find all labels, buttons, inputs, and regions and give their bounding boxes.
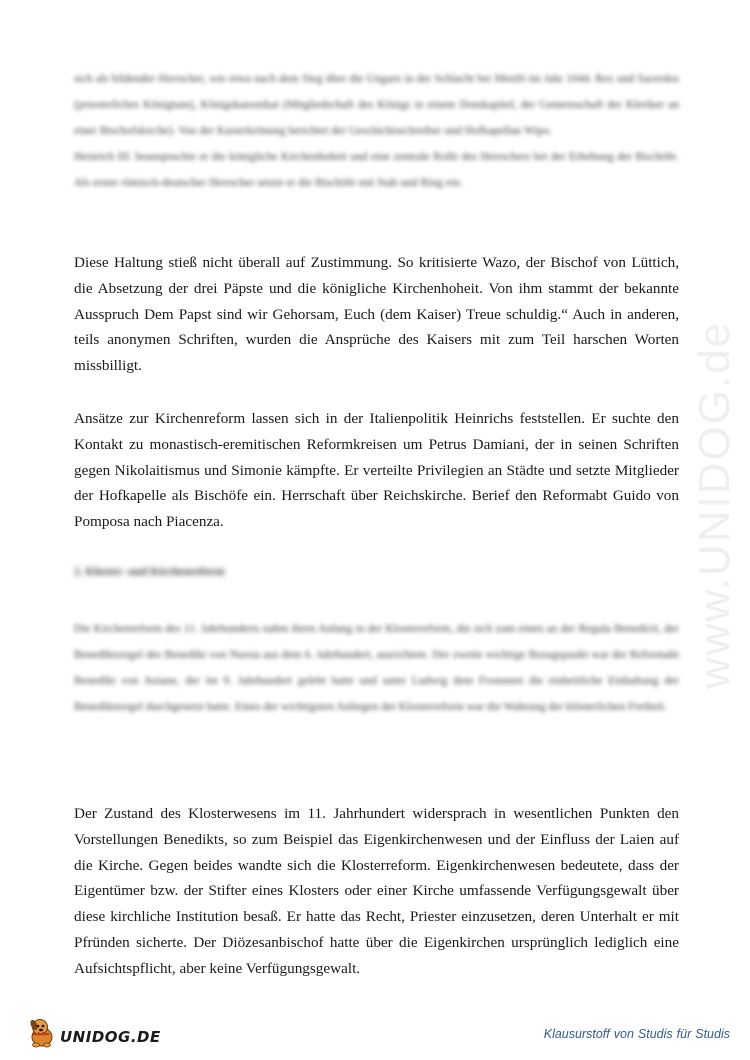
paragraph-kirchenreform-text: Ansätze zur Kirchenreform lassen sich in der Italienpolitik Heinrichs feststellen. Er suchte den Kontakt zu monastisch-eremitischen Reformkreisen um Petrus Damiani, der in seinen Schriften gegen Nikolaitismus und Simonie kämpfte. Er verteilte Privilegien an Städte und setzte Mitglieder der Hofkapelle als Bischöfe ein. Herrschaft über Reichskirche. Berief den Reformabt Guido von Pomposa nach Piacenza. (74, 410, 679, 531)
paragraph-wazo-text: Diese Haltung stieß nicht überall auf Zustimmung. So kritisierte Wazo, der Bischof von Lüttich, die Absetzung der drei Päpste und die königliche Kirchenhoheit. Von ihm stammt der bekannte Ausspruch Dem Papst sind wir Gehorsam, Euch (dem Kaiser) Treue schuldig.“ Auch in anderen, teils anonymen Schriften, wurden die Ansprüche des Kaisers mit zum Teil harschen Worten missbilligt. (74, 254, 679, 375)
paragraph-kirchenreform (74, 406, 679, 535)
paragraph-wazo (74, 250, 679, 379)
tagline-word: von (613, 1027, 634, 1041)
section-heading: 2. Kloster- und Kirchenreform (74, 566, 225, 578)
tagline-word: Studis (695, 1027, 730, 1041)
paragraph-klosterwesen-text: Der Zustand des Klosterwesens im 11. Jahrhundert widersprach in wesentlichen Punkten den Vorstellungen Benedikts, so zum Beispiel das Eigenkirchenwesen und der Einfluss der Laien auf die Kirche. Gegen beides wandte sich die Klosterreform. Eigenkirchenwesen bedeutete, dass der Eigentümer bzw. der Stifter eines Klosters oder einer Kirche umfassende Verfügungsgewalt über diese kirchliche Institution besaß. Er hatte das Recht, Priester einzusetzen, deren Unterhalt er mit Pfründen sicherte. Der Diözesanbischof hatte über die Eigenkirchen ursprünglich lediglich eine Aufsichtspflicht, aber keine Verfügungsgewalt. (74, 805, 679, 977)
logo-text: UNIDOG.DE (60, 1028, 161, 1046)
footer-tagline (544, 1027, 730, 1041)
unidog-logo[interactable] (26, 1015, 161, 1049)
tagline-word: Studis (637, 1027, 673, 1041)
tagline-word: für (676, 1027, 692, 1041)
dog-mascot-icon (26, 1015, 60, 1049)
blurred-paragraph-top-b: Heinrich III. beanspruchte er die königliche Kirchenhoheit und eine zentrale Rolle des Herrschers bei der Erhebung der Bischöfe. Als erster römisch-deutscher Herrscher setzte er die Bischöfe mit Stab und Ring ein. (74, 151, 679, 189)
watermark-text: www.UNIDOG.de (690, 320, 740, 690)
blurred-paragraph-top (74, 66, 679, 196)
blurred-paragraph-middle (74, 616, 679, 720)
paragraph-klosterwesen (74, 801, 679, 982)
blurred-paragraph-middle-text: Die Kirchenreform des 11. Jahrhunderts nahm ihren Anfang in der Klosterreform, die sich zum einen an der Regula Benedicti, der Benediktsregel des Benedikt von Nursia aus dem 6. Jahrhundert, ausrichtete. Der zweite wichtige Bezugspunkt war der Reformabt Benedikt von Aniane, der im 9. Jahrhundert gelebt hatte und unter Ludwig dem Frommen die einheitliche Einhaltung der Benediktsregel durchgesetzt hatte. Eines der wichtigsten Anliegen der Klosterreform war die Wahrung der klösterlichen Freiheit. (74, 623, 679, 713)
blurred-paragraph-top-a: sich als bildender Herrscher, wie etwa nach dem Sieg über die Ungarn in der Schlacht bei Menfö im Jahr 1044. Rex und Sacerdos (priesterliches Königtum), Königskanonikat (Mitgliedschaft des Königs in einem Domkapitel, der Gemeinschaft der Kleriker an einer Bischofskirche). Von der Kaiserkrönung berichtet der Geschichtsschreiber und Hofkapellan Wipo. (74, 73, 679, 137)
watermark (685, 270, 745, 740)
tagline-word: Klausurstoff (543, 1027, 610, 1041)
